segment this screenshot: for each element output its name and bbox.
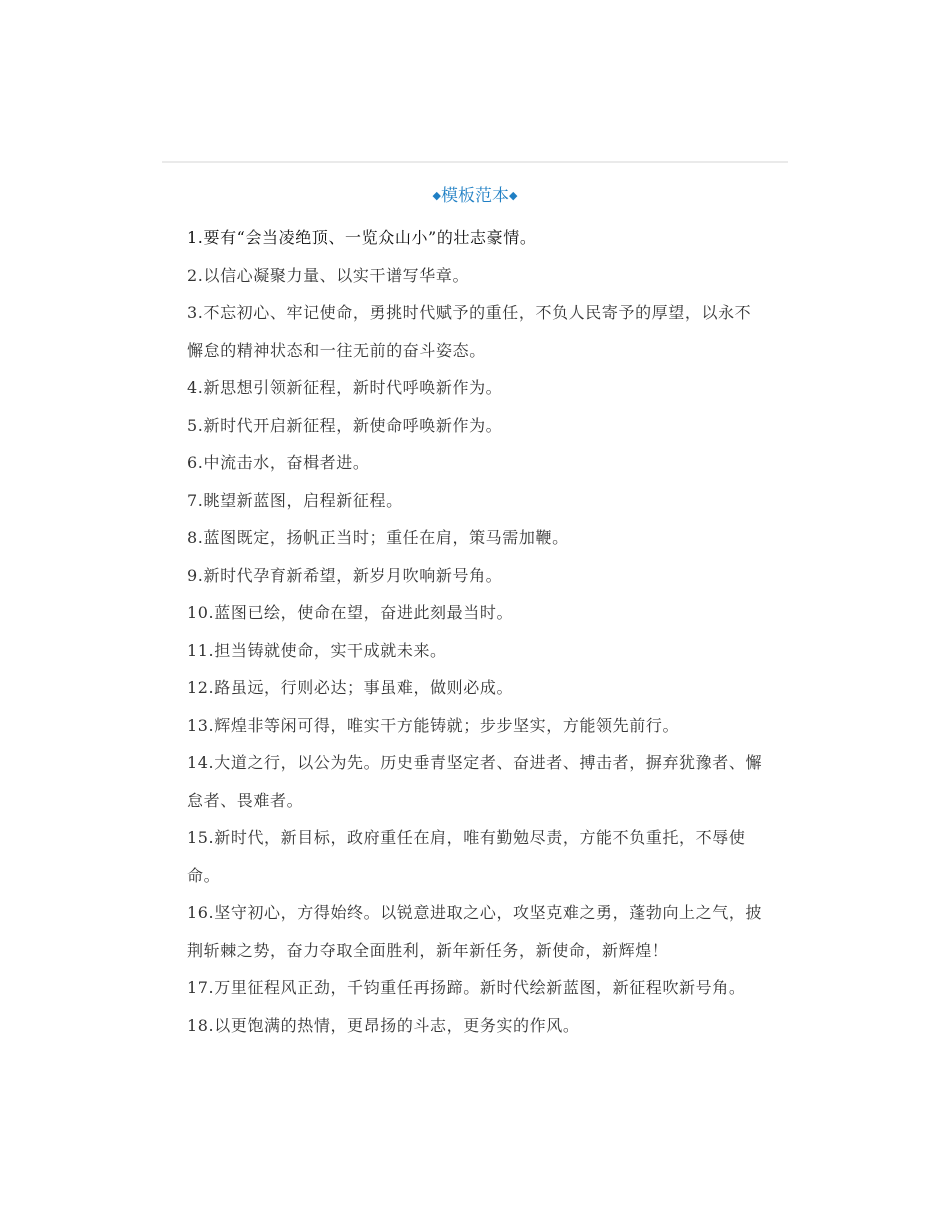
diamond-left-icon: ◆	[432, 189, 441, 202]
list-item: 4.新思想引领新征程，新时代呼唤新作为。	[187, 378, 503, 397]
top-divider	[162, 161, 788, 163]
list-item: 12.路虽远，行则必达；事虽难，做则必成。	[187, 678, 514, 697]
list-item: 11.担当铸就使命，实干成就未来。	[187, 640, 447, 660]
list-item: 9.新时代孕育新希望，新岁月吹响新号角。	[187, 565, 503, 585]
list-item: 18.以更饱满的热情，更昂扬的斗志，更务实的作风。	[187, 1015, 580, 1035]
list-item: 5.新时代开启新征程，新使命呼唤新作为。	[187, 415, 503, 435]
list-item: 7.眺望新蓝图，启程新征程。	[187, 490, 403, 510]
list-item: 17.万里征程风正劲，千钧重任再扬蹄。新时代绘新蓝图，新征程吹新号角。	[187, 978, 746, 997]
diamond-right-icon: ◆	[509, 189, 518, 202]
list-item: 10.蓝图已绘，使命在望，奋进此刻最当时。	[187, 603, 514, 622]
page-title	[162, 185, 788, 207]
list-item: 1.要有“会当凌绝顶、一览众山小”的壮志豪情。	[187, 228, 537, 247]
list-item: 6.中流击水，奋楫者进。	[187, 453, 370, 472]
list-item: 8.蓝图既定，扬帆正当时；重任在肩，策马需加鞭。	[187, 528, 569, 547]
list-item: 14.大道之行，以公为先。历史垂青坚定者、奋进者、搏击者，摒弃犹豫者、懈怠者、畏难者。	[187, 753, 763, 810]
slogan-list	[187, 219, 767, 1044]
list-item: 2.以信心凝聚力量、以实干谱写华章。	[187, 265, 470, 285]
list-item: 16.坚守初心，方得始终。以锐意进取之心，攻坚克难之勇，蓬勃向上之气，披荆斩棘之势，奋力夺取全面胜利，新年新任务，新使命，新辉煌！	[187, 903, 763, 960]
list-item: 3.不忘初心、牢记使命，勇挑时代赋予的重任，不负人民寄予的厚望，以永不懈怠的精神状态和一往无前的奋斗姿态。	[187, 303, 752, 360]
list-item: 15.新时代，新目标，政府重任在肩，唯有勤勉尽责，方能不负重托，不辱使命。	[187, 828, 746, 885]
page-title-text: 模板范本	[441, 186, 509, 206]
list-item: 13.辉煌非等闲可得，唯实干方能铸就；步步坚实，方能领先前行。	[187, 715, 680, 735]
